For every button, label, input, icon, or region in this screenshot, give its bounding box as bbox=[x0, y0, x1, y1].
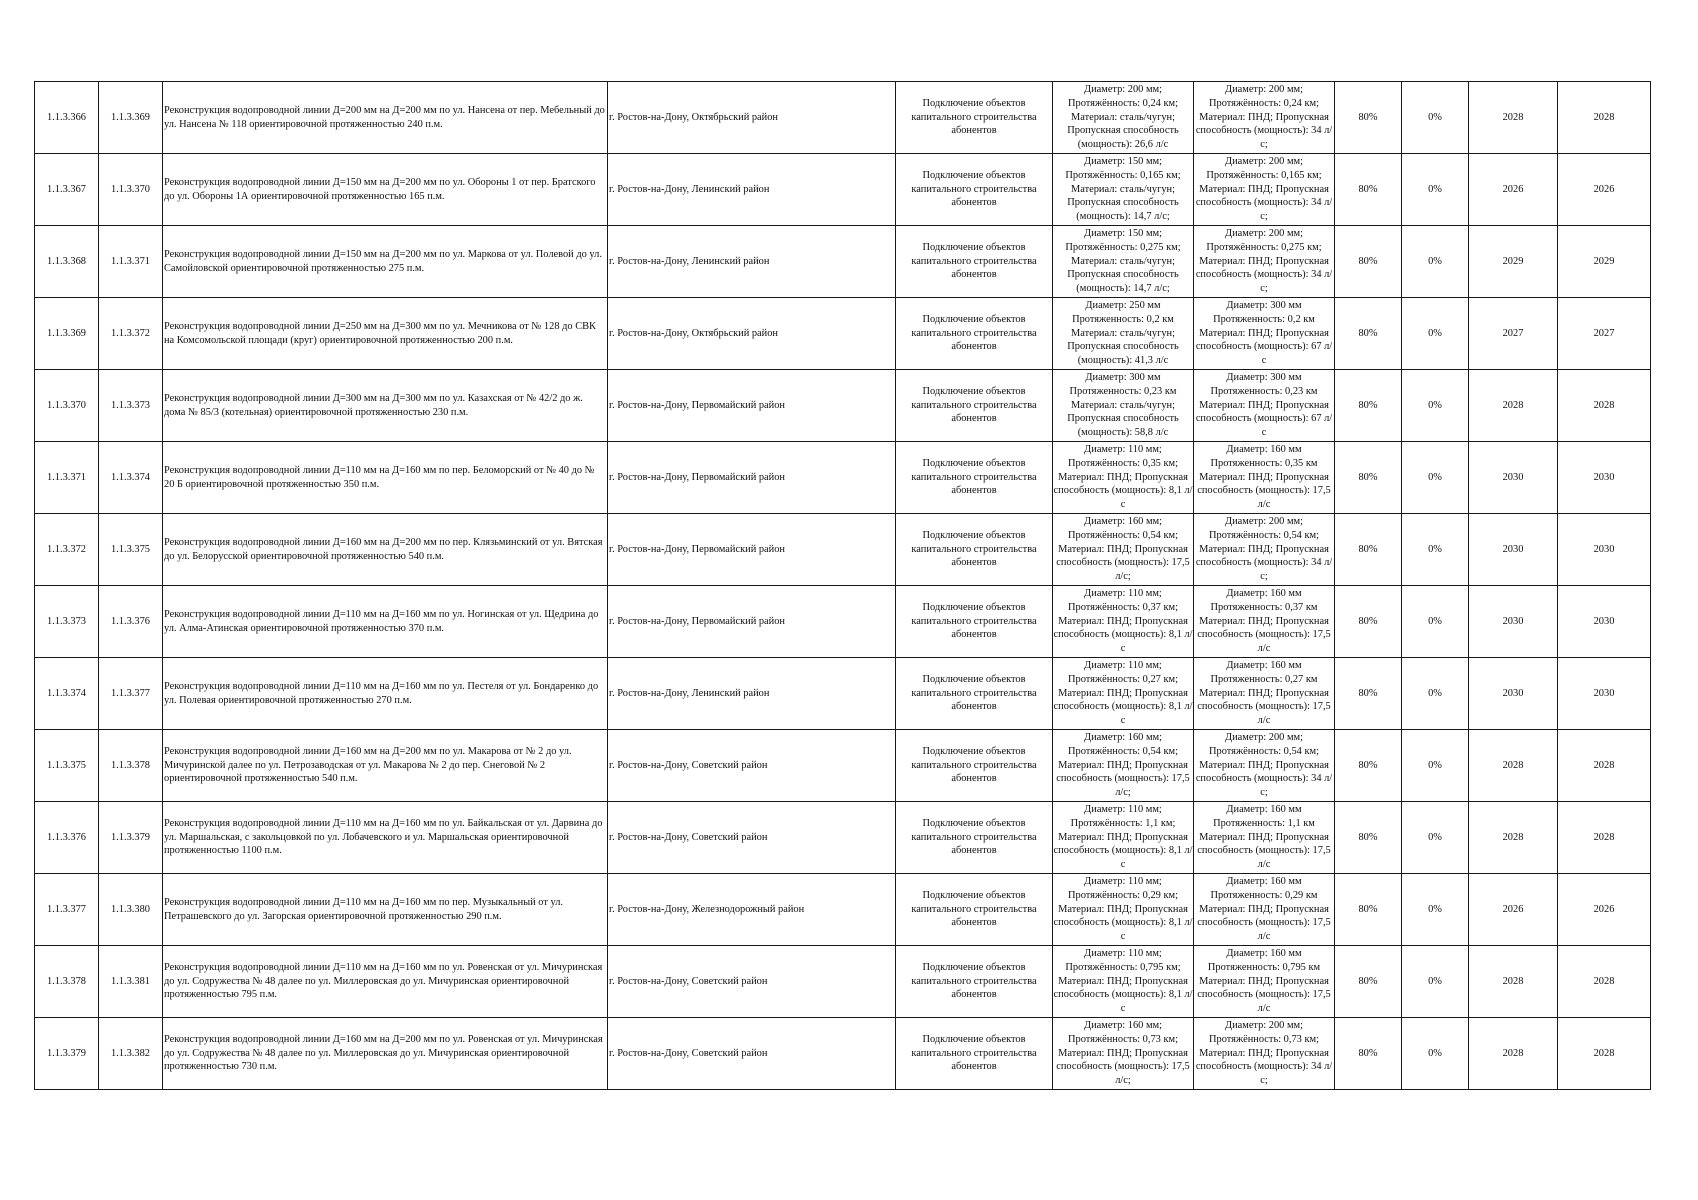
spec-after: Диаметр: 200 мм; Протяжённость: 0,54 км; Материал: ПНД; Пропускная способность (мощность): 34 л/с; bbox=[1194, 514, 1335, 586]
table-row bbox=[35, 946, 1651, 1018]
row-code: 1.1.3.378 bbox=[99, 730, 163, 802]
percent-value-2: 0% bbox=[1402, 946, 1469, 1018]
spec-after: Диаметр: 200 мм; Протяжённость: 0,54 км; Материал: ПНД; Пропускная способность (мощность): 34 л/с; bbox=[1194, 730, 1335, 802]
year-start: 2028 bbox=[1469, 946, 1558, 1018]
percent-value-1: 80% bbox=[1335, 658, 1402, 730]
row-code: 1.1.3.369 bbox=[99, 82, 163, 154]
project-location: г. Ростов-на-Дону, Советский район bbox=[608, 946, 896, 1018]
spec-before: Диаметр: 160 мм; Протяжённость: 0,73 км; Материал: ПНД; Пропускная способность (мощность): 17,5 л/с; bbox=[1053, 1018, 1194, 1090]
spec-before: Диаметр: 110 мм; Протяжённость: 1,1 км; Материал: ПНД; Пропускная способность (мощность): 8,1 л/с bbox=[1053, 802, 1194, 874]
project-title: Реконструкция водопроводной линии Д=150 мм на Д=200 мм по ул. Обороны 1 от пер. Братского до ул. Обороны 1А ориентировочной протяженностью 165 п.м. bbox=[163, 154, 608, 226]
project-location: г. Ростов-на-Дону, Первомайский район bbox=[608, 586, 896, 658]
percent-value-1: 80% bbox=[1335, 442, 1402, 514]
percent-value-1: 80% bbox=[1335, 586, 1402, 658]
year-end: 2030 bbox=[1558, 658, 1651, 730]
project-purpose: Подключение объектов капитального строительства абонентов bbox=[896, 514, 1053, 586]
year-end: 2026 bbox=[1558, 874, 1651, 946]
year-end: 2030 bbox=[1558, 586, 1651, 658]
row-number: 1.1.3.371 bbox=[35, 442, 99, 514]
table-row bbox=[35, 1018, 1651, 1090]
percent-value-2: 0% bbox=[1402, 514, 1469, 586]
spec-before: Диаметр: 250 мм Протяженность: 0,2 км Материал: сталь/чугун; Пропускная способность (мощность): 41,3 л/с bbox=[1053, 298, 1194, 370]
project-title: Реконструкция водопроводной линии Д=110 мм на Д=160 мм по пер. Беломорский от № 40 до № 20 Б ориентировочной протяженностью 350 п.м. bbox=[163, 442, 608, 514]
year-start: 2027 bbox=[1469, 298, 1558, 370]
spec-before: Диаметр: 110 мм; Протяжённость: 0,37 км; Материал: ПНД; Пропускная способность (мощность): 8,1 л/с bbox=[1053, 586, 1194, 658]
percent-value-2: 0% bbox=[1402, 586, 1469, 658]
row-number: 1.1.3.368 bbox=[35, 226, 99, 298]
spec-before: Диаметр: 110 мм; Протяжённость: 0,795 км; Материал: ПНД; Пропускная способность (мощность): 8,1 л/с bbox=[1053, 946, 1194, 1018]
year-start: 2028 bbox=[1469, 82, 1558, 154]
percent-value-2: 0% bbox=[1402, 82, 1469, 154]
table-row bbox=[35, 370, 1651, 442]
project-purpose: Подключение объектов капитального строительства абонентов bbox=[896, 730, 1053, 802]
percent-value-2: 0% bbox=[1402, 370, 1469, 442]
project-title: Реконструкция водопроводной линии Д=160 мм на Д=200 мм по пер. Клязьминский от ул. Вятская до ул. Белорусской ориентировочной протяженностью 540 п.м. bbox=[163, 514, 608, 586]
project-title: Реконструкция водопроводной линии Д=250 мм на Д=300 мм по ул. Мечникова от № 128 до СВК на Комсомольской площади (круг) ориентировочной протяженностью 200 п.м. bbox=[163, 298, 608, 370]
project-purpose: Подключение объектов капитального строительства абонентов bbox=[896, 802, 1053, 874]
spec-after: Диаметр: 300 мм Протяженность: 0,23 км Материал: ПНД; Пропускная способность (мощность): 67 л/с bbox=[1194, 370, 1335, 442]
project-location: г. Ростов-на-Дону, Первомайский район bbox=[608, 442, 896, 514]
table-body bbox=[35, 82, 1651, 1090]
year-start: 2030 bbox=[1469, 514, 1558, 586]
row-number: 1.1.3.366 bbox=[35, 82, 99, 154]
document-page bbox=[34, 81, 1651, 1090]
year-end: 2028 bbox=[1558, 802, 1651, 874]
table-row bbox=[35, 154, 1651, 226]
percent-value-2: 0% bbox=[1402, 298, 1469, 370]
row-code: 1.1.3.375 bbox=[99, 514, 163, 586]
year-end: 2028 bbox=[1558, 946, 1651, 1018]
row-number: 1.1.3.369 bbox=[35, 298, 99, 370]
percent-value-1: 80% bbox=[1335, 298, 1402, 370]
table-row bbox=[35, 730, 1651, 802]
table-row bbox=[35, 442, 1651, 514]
year-end: 2030 bbox=[1558, 514, 1651, 586]
row-number: 1.1.3.377 bbox=[35, 874, 99, 946]
row-code: 1.1.3.376 bbox=[99, 586, 163, 658]
project-location: г. Ростов-на-Дону, Октябрьский район bbox=[608, 82, 896, 154]
row-code: 1.1.3.380 bbox=[99, 874, 163, 946]
row-code: 1.1.3.381 bbox=[99, 946, 163, 1018]
spec-after: Диаметр: 160 мм Протяженность: 0,795 км Материал: ПНД; Пропускная способность (мощность): 17,5 л/с bbox=[1194, 946, 1335, 1018]
project-purpose: Подключение объектов капитального строительства абонентов bbox=[896, 154, 1053, 226]
percent-value-2: 0% bbox=[1402, 154, 1469, 226]
row-code: 1.1.3.379 bbox=[99, 802, 163, 874]
project-location: г. Ростов-на-Дону, Первомайский район bbox=[608, 514, 896, 586]
spec-before: Диаметр: 200 мм; Протяжённость: 0,24 км; Материал: сталь/чугун; Пропускная способность (мощность): 26,6 л/с bbox=[1053, 82, 1194, 154]
spec-after: Диаметр: 160 мм Протяженность: 0,27 км Материал: ПНД; Пропускная способность (мощность): 17,5 л/с bbox=[1194, 658, 1335, 730]
project-location: г. Ростов-на-Дону, Советский район bbox=[608, 1018, 896, 1090]
project-location: г. Ростов-на-Дону, Ленинский район bbox=[608, 226, 896, 298]
year-start: 2029 bbox=[1469, 226, 1558, 298]
year-end: 2028 bbox=[1558, 730, 1651, 802]
spec-before: Диаметр: 150 мм; Протяжённость: 0,165 км; Материал: сталь/чугун; Пропускная способность (мощность): 14,7 л/с; bbox=[1053, 154, 1194, 226]
table-row bbox=[35, 874, 1651, 946]
spec-after: Диаметр: 200 мм; Протяжённость: 0,275 км; Материал: ПНД; Пропускная способность (мощность): 34 л/с; bbox=[1194, 226, 1335, 298]
project-title: Реконструкция водопроводной линии Д=300 мм на Д=300 мм по ул. Казахская от № 42/2 до ж. дома № 85/3 (котельная) ориентировочной протяженностью 230 п.м. bbox=[163, 370, 608, 442]
spec-after: Диаметр: 200 мм; Протяжённость: 0,165 км; Материал: ПНД; Пропускная способность (мощность): 34 л/с; bbox=[1194, 154, 1335, 226]
table-row bbox=[35, 586, 1651, 658]
project-title: Реконструкция водопроводной линии Д=110 мм на Д=160 мм по ул. Ровенская от ул. Мичуринская до ул. Содружества № 48 далее по ул. Миллеровская до ул. Мичуринская ориентировочной протяженностью 795 п.м. bbox=[163, 946, 608, 1018]
year-start: 2026 bbox=[1469, 874, 1558, 946]
row-number: 1.1.3.370 bbox=[35, 370, 99, 442]
percent-value-2: 0% bbox=[1402, 802, 1469, 874]
project-purpose: Подключение объектов капитального строительства абонентов bbox=[896, 82, 1053, 154]
year-start: 2030 bbox=[1469, 586, 1558, 658]
percent-value-2: 0% bbox=[1402, 874, 1469, 946]
table-row bbox=[35, 82, 1651, 154]
spec-before: Диаметр: 110 мм; Протяжённость: 0,35 км; Материал: ПНД; Пропускная способность (мощность): 8,1 л/с bbox=[1053, 442, 1194, 514]
year-start: 2026 bbox=[1469, 154, 1558, 226]
spec-after: Диаметр: 200 мм; Протяжённость: 0,73 км; Материал: ПНД; Пропускная способность (мощность): 34 л/с; bbox=[1194, 1018, 1335, 1090]
percent-value-1: 80% bbox=[1335, 154, 1402, 226]
table-row bbox=[35, 658, 1651, 730]
year-end: 2028 bbox=[1558, 370, 1651, 442]
project-location: г. Ростов-на-Дону, Ленинский район bbox=[608, 154, 896, 226]
row-code: 1.1.3.382 bbox=[99, 1018, 163, 1090]
spec-before: Диаметр: 150 мм; Протяжённость: 0,275 км; Материал: сталь/чугун; Пропускная способность (мощность): 14,7 л/с; bbox=[1053, 226, 1194, 298]
spec-after: Диаметр: 160 мм Протяженность: 0,37 км Материал: ПНД; Пропускная способность (мощность): 17,5 л/с bbox=[1194, 586, 1335, 658]
table-row bbox=[35, 298, 1651, 370]
row-number: 1.1.3.373 bbox=[35, 586, 99, 658]
project-title: Реконструкция водопроводной линии Д=110 мм на Д=160 мм по ул. Пестеля от ул. Бондаренко до ул. Полевая ориентировочной протяженностью 270 п.м. bbox=[163, 658, 608, 730]
spec-after: Диаметр: 160 мм Протяженность: 1,1 км Материал: ПНД; Пропускная способность (мощность): 17,5 л/с bbox=[1194, 802, 1335, 874]
percent-value-1: 80% bbox=[1335, 226, 1402, 298]
project-purpose: Подключение объектов капитального строительства абонентов bbox=[896, 1018, 1053, 1090]
row-number: 1.1.3.375 bbox=[35, 730, 99, 802]
spec-before: Диаметр: 160 мм; Протяжённость: 0,54 км; Материал: ПНД; Пропускная способность (мощность): 17,5 л/с; bbox=[1053, 730, 1194, 802]
year-end: 2030 bbox=[1558, 442, 1651, 514]
project-purpose: Подключение объектов капитального строительства абонентов bbox=[896, 874, 1053, 946]
percent-value-1: 80% bbox=[1335, 370, 1402, 442]
project-title: Реконструкция водопроводной линии Д=110 мм на Д=160 мм по ул. Байкальская от ул. Дарвина до ул. Маршальская, с закольцовкой по ул. Лобачевского и ул. Маршальская ориентировочной протяженностью 1100 п.м. bbox=[163, 802, 608, 874]
project-location: г. Ростов-на-Дону, Советский район bbox=[608, 730, 896, 802]
row-code: 1.1.3.371 bbox=[99, 226, 163, 298]
project-location: г. Ростов-на-Дону, Первомайский район bbox=[608, 370, 896, 442]
percent-value-1: 80% bbox=[1335, 82, 1402, 154]
project-purpose: Подключение объектов капитального строительства абонентов bbox=[896, 298, 1053, 370]
project-title: Реконструкция водопроводной линии Д=160 мм на Д=200 мм по ул. Макарова от № 2 до ул. Мичуринской далее по ул. Петрозаводская от ул. Макарова № 2 до пер. Снеговой № 2 ориентировочной протяженностью 540 п.м. bbox=[163, 730, 608, 802]
project-location: г. Ростов-на-Дону, Советский район bbox=[608, 802, 896, 874]
percent-value-2: 0% bbox=[1402, 1018, 1469, 1090]
percent-value-2: 0% bbox=[1402, 730, 1469, 802]
project-title: Реконструкция водопроводной линии Д=160 мм на Д=200 мм по ул. Ровенская от ул. Мичуринская до ул. Содружества № 48 далее по ул. Миллеровская до ул. Мичуринская ориентировочной протяженностью 730 п.м. bbox=[163, 1018, 608, 1090]
project-purpose: Подключение объектов капитального строительства абонентов bbox=[896, 226, 1053, 298]
project-location: г. Ростов-на-Дону, Железнодорожный район bbox=[608, 874, 896, 946]
row-code: 1.1.3.374 bbox=[99, 442, 163, 514]
percent-value-2: 0% bbox=[1402, 658, 1469, 730]
project-title: Реконструкция водопроводной линии Д=200 мм на Д=200 мм по ул. Нансена от пер. Мебельный до ул. Нансена № 118 ориентировочной протяженностью 240 п.м. bbox=[163, 82, 608, 154]
year-start: 2030 bbox=[1469, 658, 1558, 730]
year-end: 2028 bbox=[1558, 82, 1651, 154]
spec-before: Диаметр: 300 мм Протяженность: 0,23 км Материал: сталь/чугун; Пропускная способность (мощность): 58,8 л/с bbox=[1053, 370, 1194, 442]
percent-value-1: 80% bbox=[1335, 1018, 1402, 1090]
row-number: 1.1.3.378 bbox=[35, 946, 99, 1018]
project-purpose: Подключение объектов капитального строительства абонентов bbox=[896, 586, 1053, 658]
spec-after: Диаметр: 160 мм Протяженность: 0,29 км Материал: ПНД; Пропускная способность (мощность): 17,5 л/с bbox=[1194, 874, 1335, 946]
row-number: 1.1.3.374 bbox=[35, 658, 99, 730]
row-number: 1.1.3.376 bbox=[35, 802, 99, 874]
spec-after: Диаметр: 300 мм Протяженность: 0,2 км Материал: ПНД; Пропускная способность (мощность): 67 л/с bbox=[1194, 298, 1335, 370]
spec-after: Диаметр: 160 мм Протяженность: 0,35 км Материал: ПНД; Пропускная способность (мощность): 17,5 л/с bbox=[1194, 442, 1335, 514]
project-title: Реконструкция водопроводной линии Д=150 мм на Д=200 мм по ул. Маркова от ул. Полевой до ул. Самойловской ориентировочной протяженностью 275 п.м. bbox=[163, 226, 608, 298]
year-start: 2028 bbox=[1469, 730, 1558, 802]
percent-value-2: 0% bbox=[1402, 442, 1469, 514]
year-start: 2028 bbox=[1469, 1018, 1558, 1090]
row-code: 1.1.3.372 bbox=[99, 298, 163, 370]
spec-before: Диаметр: 110 мм; Протяжённость: 0,27 км; Материал: ПНД; Пропускная способность (мощность): 8,1 л/с bbox=[1053, 658, 1194, 730]
project-purpose: Подключение объектов капитального строительства абонентов bbox=[896, 442, 1053, 514]
year-start: 2028 bbox=[1469, 370, 1558, 442]
project-location: г. Ростов-на-Дону, Ленинский район bbox=[608, 658, 896, 730]
table-row bbox=[35, 802, 1651, 874]
spec-after: Диаметр: 200 мм; Протяжённость: 0,24 км; Материал: ПНД; Пропускная способность (мощность): 34 л/с; bbox=[1194, 82, 1335, 154]
spec-before: Диаметр: 160 мм; Протяжённость: 0,54 км; Материал: ПНД; Пропускная способность (мощность): 17,5 л/с; bbox=[1053, 514, 1194, 586]
percent-value-1: 80% bbox=[1335, 946, 1402, 1018]
project-purpose: Подключение объектов капитального строительства абонентов bbox=[896, 658, 1053, 730]
row-number: 1.1.3.367 bbox=[35, 154, 99, 226]
percent-value-2: 0% bbox=[1402, 226, 1469, 298]
project-purpose: Подключение объектов капитального строительства абонентов bbox=[896, 370, 1053, 442]
percent-value-1: 80% bbox=[1335, 514, 1402, 586]
project-title: Реконструкция водопроводной линии Д=110 мм на Д=160 мм по пер. Музыкальный от ул. Петрашевского до ул. Загорская ориентировочной протяженностью 290 п.м. bbox=[163, 874, 608, 946]
row-code: 1.1.3.370 bbox=[99, 154, 163, 226]
row-code: 1.1.3.377 bbox=[99, 658, 163, 730]
year-end: 2026 bbox=[1558, 154, 1651, 226]
spec-before: Диаметр: 110 мм; Протяжённость: 0,29 км; Материал: ПНД; Пропускная способность (мощность): 8,1 л/с bbox=[1053, 874, 1194, 946]
project-location: г. Ростов-на-Дону, Октябрьский район bbox=[608, 298, 896, 370]
table-row bbox=[35, 514, 1651, 586]
row-number: 1.1.3.372 bbox=[35, 514, 99, 586]
table-row bbox=[35, 226, 1651, 298]
row-number: 1.1.3.379 bbox=[35, 1018, 99, 1090]
year-start: 2030 bbox=[1469, 442, 1558, 514]
year-end: 2028 bbox=[1558, 1018, 1651, 1090]
project-purpose: Подключение объектов капитального строительства абонентов bbox=[896, 946, 1053, 1018]
percent-value-1: 80% bbox=[1335, 874, 1402, 946]
percent-value-1: 80% bbox=[1335, 802, 1402, 874]
year-start: 2028 bbox=[1469, 802, 1558, 874]
year-end: 2027 bbox=[1558, 298, 1651, 370]
percent-value-1: 80% bbox=[1335, 730, 1402, 802]
year-end: 2029 bbox=[1558, 226, 1651, 298]
project-title: Реконструкция водопроводной линии Д=110 мм на Д=160 мм по ул. Ногинская от ул. Щедрина до ул. Алма-Атинская ориентировочной протяженностью 370 п.м. bbox=[163, 586, 608, 658]
row-code: 1.1.3.373 bbox=[99, 370, 163, 442]
projects-table bbox=[34, 81, 1651, 1090]
